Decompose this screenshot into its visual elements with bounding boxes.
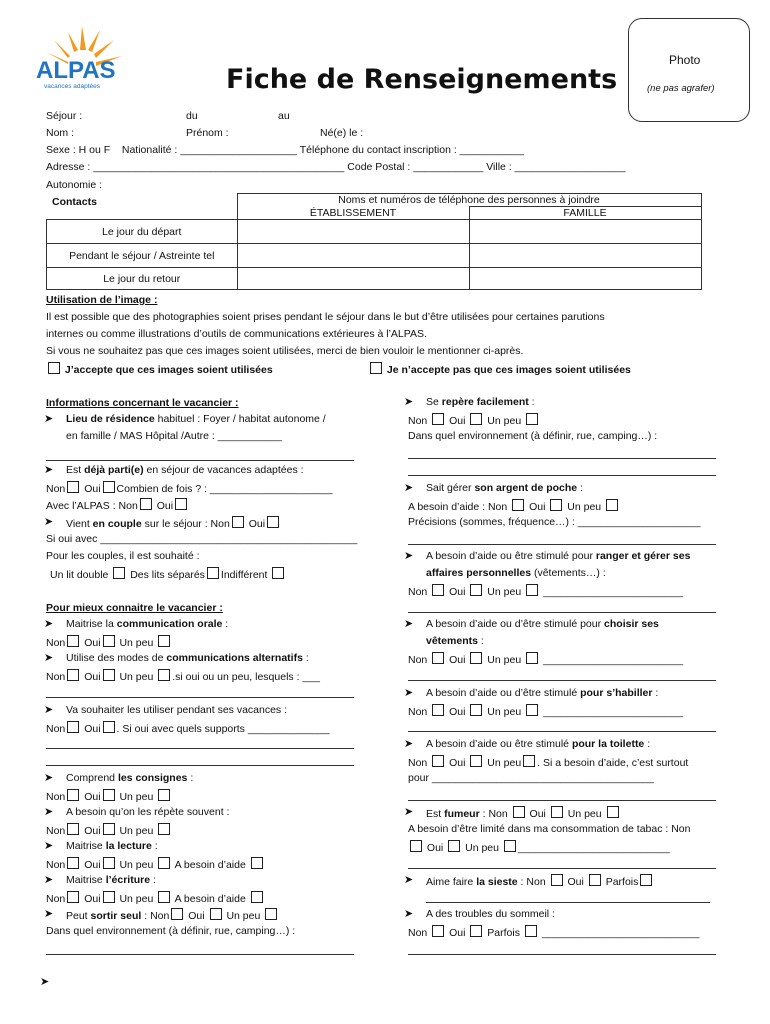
col-etablissement: ÉTABLISSEMENT bbox=[237, 207, 469, 220]
answer-line[interactable] bbox=[46, 954, 354, 955]
photo-note: (ne pas agrafer) bbox=[647, 83, 715, 94]
answer-line[interactable] bbox=[46, 748, 354, 749]
contacts-head: Noms et numéros de téléphone des personnes à joindre bbox=[237, 194, 701, 207]
au-label: au bbox=[278, 110, 290, 122]
nom-label: Nom : bbox=[46, 127, 75, 139]
checkbox[interactable] bbox=[103, 823, 115, 835]
checkbox[interactable] bbox=[432, 925, 444, 937]
checkbox[interactable] bbox=[210, 908, 222, 920]
si-oui-line: Si oui avec ____________________________________________ bbox=[46, 533, 358, 545]
mieux-title: Pour mieux connaitre le vacancier : bbox=[46, 602, 223, 614]
checkbox[interactable] bbox=[67, 789, 79, 801]
arrow-icon: ➤ bbox=[44, 618, 54, 630]
checkbox[interactable] bbox=[158, 823, 170, 835]
arrow-icon: ➤ bbox=[44, 840, 54, 852]
checkbox[interactable] bbox=[640, 874, 652, 886]
arrow-icon: ➤ bbox=[44, 704, 54, 716]
lieu-bold: Lieu de résidence bbox=[66, 413, 155, 425]
checkbox[interactable] bbox=[512, 499, 524, 511]
checkbox[interactable] bbox=[606, 499, 618, 511]
photo-box[interactable] bbox=[628, 18, 750, 122]
svg-text:ALPAS: ALPAS bbox=[36, 57, 116, 84]
cell-fam-sejour[interactable] bbox=[469, 244, 701, 268]
answer-line[interactable] bbox=[408, 475, 716, 476]
answer-line[interactable] bbox=[408, 612, 716, 613]
arrow-icon: ➤ bbox=[404, 550, 414, 562]
checkbox[interactable] bbox=[448, 840, 460, 852]
checkbox[interactable] bbox=[158, 669, 170, 681]
cell-etab-depart[interactable] bbox=[237, 220, 469, 244]
accept-checkbox[interactable] bbox=[48, 362, 60, 374]
checkbox[interactable] bbox=[523, 755, 535, 767]
page-title: Fiche de Renseignements bbox=[226, 64, 618, 95]
refuse-checkbox[interactable] bbox=[370, 362, 382, 374]
photo-label: Photo bbox=[669, 53, 701, 67]
sexe-line: Sexe : H ou F Nationalité : ____________________ Téléphone du contact inscription : ___________ bbox=[46, 144, 524, 156]
checkbox[interactable] bbox=[158, 891, 170, 903]
arrow-icon: ➤ bbox=[404, 618, 414, 630]
cell-fam-depart[interactable] bbox=[469, 220, 701, 244]
checkbox[interactable] bbox=[67, 891, 79, 903]
col-famille: FAMILLE bbox=[469, 207, 701, 220]
answer-line[interactable] bbox=[46, 765, 354, 766]
arrow-icon: ➤ bbox=[44, 874, 54, 886]
checkbox[interactable] bbox=[470, 652, 482, 664]
couple-non-checkbox[interactable] bbox=[232, 516, 244, 528]
deja-non-checkbox[interactable] bbox=[67, 481, 79, 493]
checkbox[interactable] bbox=[103, 721, 115, 733]
alpas-non-checkbox[interactable] bbox=[140, 498, 152, 510]
arrow-icon: ➤ bbox=[404, 738, 414, 750]
cell-fam-retour[interactable] bbox=[469, 268, 701, 290]
checkbox[interactable] bbox=[103, 635, 115, 647]
checkbox[interactable] bbox=[504, 840, 516, 852]
checkbox[interactable] bbox=[513, 806, 525, 818]
arrow-icon: ➤ bbox=[44, 772, 54, 784]
arrow-icon: ➤ bbox=[404, 806, 414, 818]
checkbox[interactable] bbox=[67, 823, 79, 835]
arrow-icon: ➤ bbox=[44, 413, 54, 425]
checkbox[interactable] bbox=[103, 857, 115, 869]
arrow-icon: ➤ bbox=[40, 976, 50, 988]
checkbox[interactable] bbox=[158, 857, 170, 869]
answer-line[interactable] bbox=[426, 902, 710, 903]
checkbox[interactable] bbox=[470, 704, 482, 716]
checkbox[interactable] bbox=[526, 413, 538, 425]
checkbox[interactable] bbox=[526, 704, 538, 716]
checkbox[interactable] bbox=[67, 669, 79, 681]
cell-etab-retour[interactable] bbox=[237, 268, 469, 290]
image-text-1: Il est possible que des photographies soient prises pendant le séjour dans le but d’être utilisées pour certaines parutions bbox=[46, 311, 605, 323]
arrow-icon: ➤ bbox=[44, 652, 54, 664]
checkbox[interactable] bbox=[589, 874, 601, 886]
arrow-icon: ➤ bbox=[404, 482, 414, 494]
accept-label: J’accepte que ces images soient utilisées bbox=[64, 364, 273, 376]
image-text-2: internes ou comme illustrations d’outils de communications extérieures à l’ALPAS. bbox=[46, 328, 427, 340]
answer-line[interactable] bbox=[46, 460, 354, 461]
image-text-3: Si vous ne souhaitez pas que ces images soient utilisées, merci de bien vouloir le mentionner ci-après. bbox=[46, 345, 524, 357]
tabac-label: A besoin d’être limité dans ma consommation de tabac : Non bbox=[408, 823, 691, 835]
couple-oui-checkbox[interactable] bbox=[267, 516, 279, 528]
checkbox[interactable] bbox=[526, 652, 538, 664]
checkbox[interactable] bbox=[265, 908, 277, 920]
arrow-icon: ➤ bbox=[404, 687, 414, 699]
sommeil-label: A des troubles du sommeil : bbox=[426, 908, 555, 920]
checkbox[interactable] bbox=[470, 584, 482, 596]
souhaite-label: Va souhaiter les utiliser pendant ses vacances : bbox=[66, 704, 288, 716]
answer-line[interactable] bbox=[408, 680, 716, 681]
deja-oui-checkbox[interactable] bbox=[103, 481, 115, 493]
cell-etab-sejour[interactable] bbox=[237, 244, 469, 268]
adresse-line: Adresse : ___________________________________________ Code Postal : ____________ Ville : ___________________ bbox=[46, 161, 626, 173]
checkbox[interactable] bbox=[525, 925, 537, 937]
row-depart: Le jour du départ bbox=[47, 220, 238, 244]
autonomie-label: Autonomie : bbox=[46, 179, 103, 191]
answer-line[interactable] bbox=[46, 697, 354, 698]
nele-label: Né(e) le : bbox=[320, 127, 364, 139]
env-label-right: Dans quel environnement (à définir, rue, camping…) : bbox=[408, 430, 658, 442]
row-retour: Le jour du retour bbox=[47, 268, 238, 290]
answer-line[interactable] bbox=[408, 544, 716, 545]
contacts-label: Contacts bbox=[52, 196, 97, 208]
checkbox[interactable] bbox=[67, 857, 79, 869]
info-title: Informations concernant le vacancier : bbox=[46, 397, 239, 409]
answer-line[interactable] bbox=[408, 458, 716, 459]
checkbox[interactable] bbox=[526, 584, 538, 596]
checkbox[interactable] bbox=[158, 789, 170, 801]
du-label: du bbox=[186, 110, 198, 122]
lit-double-checkbox[interactable] bbox=[113, 567, 125, 579]
checkbox[interactable] bbox=[470, 925, 482, 937]
checkbox[interactable] bbox=[251, 891, 263, 903]
arrow-icon: ➤ bbox=[44, 806, 54, 818]
pour-couples: Pour les couples, il est souhaité : bbox=[46, 550, 200, 562]
answer-line[interactable] bbox=[408, 731, 716, 732]
checkbox[interactable] bbox=[410, 840, 422, 852]
svg-text:vacances adaptées: vacances adaptées bbox=[44, 83, 101, 90]
answer-line[interactable] bbox=[408, 800, 716, 801]
checkbox[interactable] bbox=[103, 789, 115, 801]
checkbox[interactable] bbox=[550, 499, 562, 511]
arrow-icon: ➤ bbox=[404, 874, 414, 886]
checkbox[interactable] bbox=[432, 652, 444, 664]
indifferent-checkbox[interactable] bbox=[272, 567, 284, 579]
checkbox[interactable] bbox=[551, 874, 563, 886]
checkbox[interactable] bbox=[470, 413, 482, 425]
lits-separes-checkbox[interactable] bbox=[207, 567, 219, 579]
answer-line[interactable] bbox=[408, 954, 716, 955]
refuse-label: Je n’accepte pas que ces images soient utilisées bbox=[386, 364, 631, 376]
checkbox[interactable] bbox=[432, 755, 444, 767]
arrow-icon: ➤ bbox=[404, 908, 414, 920]
sejour-label: Séjour : bbox=[46, 110, 83, 122]
checkbox[interactable] bbox=[432, 704, 444, 716]
alpas-logo bbox=[30, 18, 140, 98]
image-title: Utilisation de l’image : bbox=[46, 294, 158, 306]
env-label: Dans quel environnement (à définir, rue, camping…) : bbox=[46, 925, 296, 937]
checkbox[interactable] bbox=[251, 857, 263, 869]
checkbox[interactable] bbox=[432, 413, 444, 425]
alpas-oui-checkbox[interactable] bbox=[175, 498, 187, 510]
arrow-icon: ➤ bbox=[44, 464, 54, 476]
checkbox[interactable] bbox=[470, 755, 482, 767]
lieu-text-2: en famille / MAS Hôpital /Autre : ___________ bbox=[66, 430, 282, 442]
repete-label: A besoin qu’on les répète souvent : bbox=[66, 806, 230, 818]
checkbox[interactable] bbox=[67, 635, 79, 647]
checkbox[interactable] bbox=[551, 806, 563, 818]
checkbox[interactable] bbox=[103, 891, 115, 903]
row-sejour: Pendant le séjour / Astreinte tel bbox=[47, 244, 238, 268]
precisions-label: Précisions (sommes, fréquence…) : _____________________ bbox=[408, 516, 701, 528]
checkbox[interactable] bbox=[607, 806, 619, 818]
checkbox[interactable] bbox=[171, 908, 183, 920]
arrow-icon: ➤ bbox=[44, 516, 54, 528]
checkbox[interactable] bbox=[432, 584, 444, 596]
prenom-label: Prénom : bbox=[186, 127, 229, 139]
arrow-icon: ➤ bbox=[44, 908, 54, 920]
checkbox[interactable] bbox=[67, 721, 79, 733]
checkbox[interactable] bbox=[158, 635, 170, 647]
answer-line[interactable] bbox=[408, 868, 716, 869]
lieu-text: habituel : Foyer / habitat autonome / bbox=[157, 413, 326, 425]
checkbox[interactable] bbox=[103, 669, 115, 681]
contacts-table bbox=[46, 193, 702, 290]
arrow-icon: ➤ bbox=[404, 396, 414, 408]
